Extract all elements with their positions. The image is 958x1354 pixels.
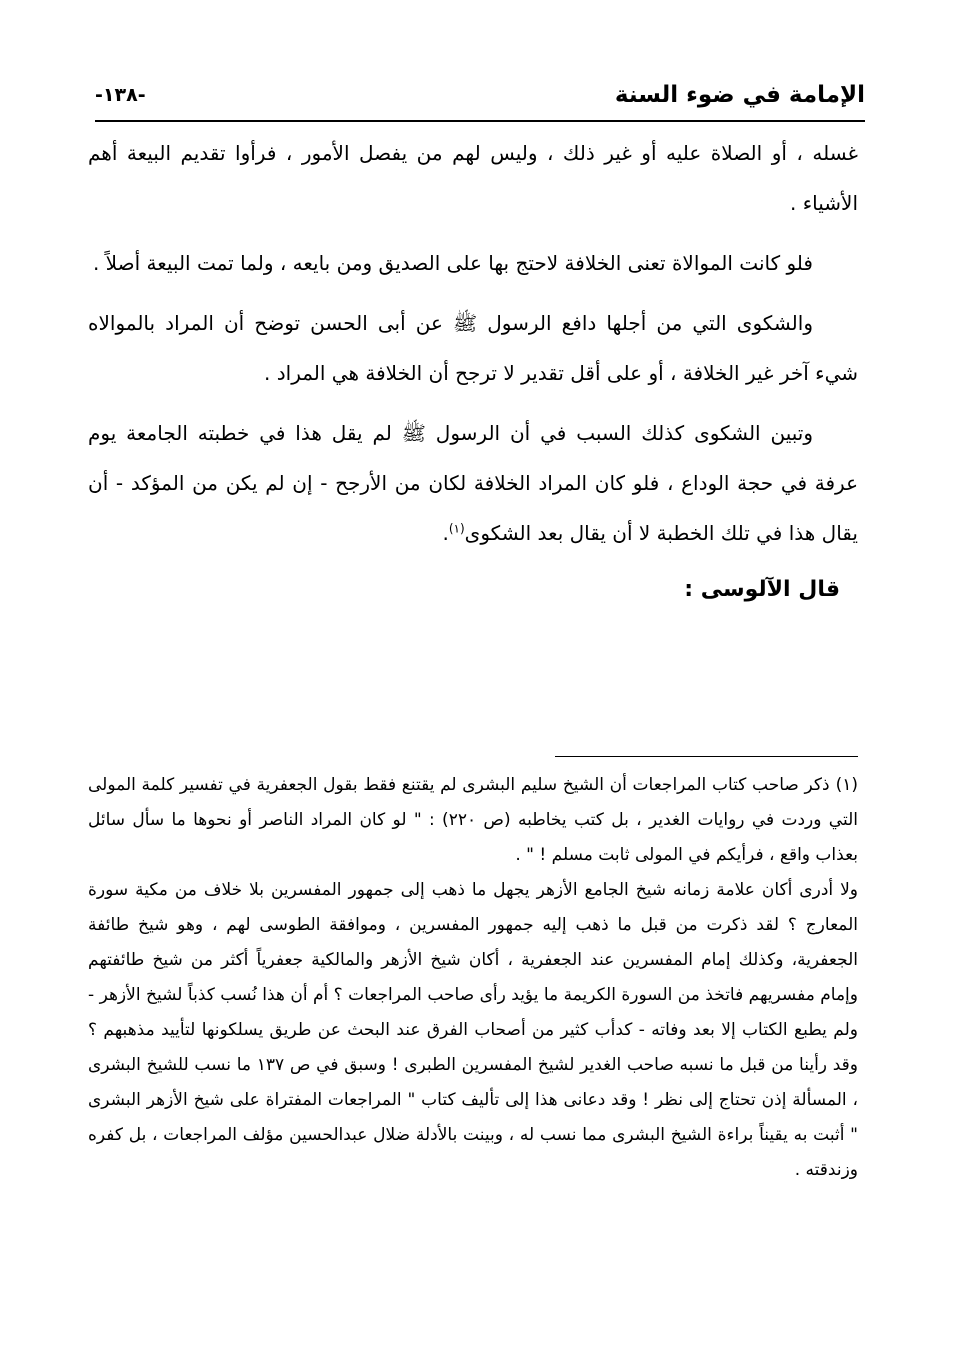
main-text	[88, 128, 858, 622]
footnotes	[88, 768, 858, 1188]
paragraph-3: والشكوى التي من أجلها دافع الرسول ﷺ عن أبى الحسن توضح أن المراد بالموالاه شيء آخر غير الخلافة ، أو على أقل تقدير لا ترجح أن الخلافة هي المراد .	[88, 311, 858, 385]
footnote-reference: (١)	[448, 521, 465, 536]
paragraph-2: فلو كانت الموالاة تعنى الخلافة لاحتج بها على الصديق ومن بايعه ، ولما تمت البيعة أصلاً .	[92, 251, 813, 275]
paragraph-4	[88, 408, 858, 558]
paragraph-4-end: .	[442, 521, 449, 545]
page-number: -١٣٨-	[95, 84, 146, 106]
footnote-number: (١)	[835, 775, 858, 795]
footnote-1	[88, 768, 858, 873]
paragraph-4-text: وتبين الشكوى كذلك السبب في أن الرسول ﷺ لم يقل هذا في خطبته الجامعة يوم عرفة في حجة الوداع ، فلو كان المراد الخلافة لكان من الأرجح - إن لم يكن من المؤكد - أن يقال هذا في تلك الخطبة لا أن يقال بعد الشكوى	[88, 421, 858, 545]
paragraph-1: غسله ، أو الصلاة عليه أو غير ذلك ، وليس لهم من يفصل الأمور ، فرأوا تقديم البيعة أهم الأشياء .	[88, 141, 858, 215]
footnote-continuation: ولا أدرى أكان علامة زمانه شيخ الجامع الأزهر يجهل ما ذهب إلى جمهور المفسرين بلا خلاف من مكية سورة المعارج ؟ لقد ذكرت من قبل ما ذهب إليه جمهور المفسرين ، وموافقة الطوسى لهم ، وهو شيخ طائفة الجعفرية، وكذلك إمام المفسرين عند الجعفرية ، أكان شيخ الأزهر والمالكية جعفرياً أكثر من شيخ طائفتهم وإمام مفسريهم فاتخذ من السورة الكريمة ما يؤيد رأى صاحب المراجعات ؟ أم أن هذا نُسب كذباً لشيخ الأزهر - ولم يطبع الكتاب إلا بعد وفاته - كدأب كثير من أصحاب الفرق عند البحث عن طريق يسلكونها لتأييد مذهبهم ؟ وقد رأينا من قبل ما نسبه صاحب الغدير لشيخ المفسرين الطبرى ! وسبق في ص ١٣٧ ما نسب للشيخ البشرى ، المسألة إذن تحتاج إلى نظر ! وقد دعانى هذا إلى تأليف كتاب " المراجعات المفتراة على شيخ الأزهر البشرى " أثبت به يقيناً براءة الشيخ البشرى مما نسب له ، وبينت بالأدلة ضلال عبدالحسين مؤلف المراجعات ، بل كفره وزندقته .	[88, 880, 859, 1180]
footnote-1-text: ذكر صاحب كتاب المراجعات أن الشيخ سليم البشرى لم يقتنع فقط بقول الجعفرية في تفسير كلمة المولى التي وردت في روايات الغدير ، بل كتب يخاطبه (ص ٢٢٠) : " لو كان المراد الناصر أو نحوها ما سأل سائل بعذاب واقع ، فرأيكم في المولى ثابت مسلم ! " .	[88, 775, 858, 865]
page-header	[95, 80, 865, 122]
book-title: الإمامة في ضوء السنة	[614, 82, 865, 108]
section-heading: قال الآلوسى :	[684, 577, 840, 602]
footnote-divider	[555, 756, 858, 757]
